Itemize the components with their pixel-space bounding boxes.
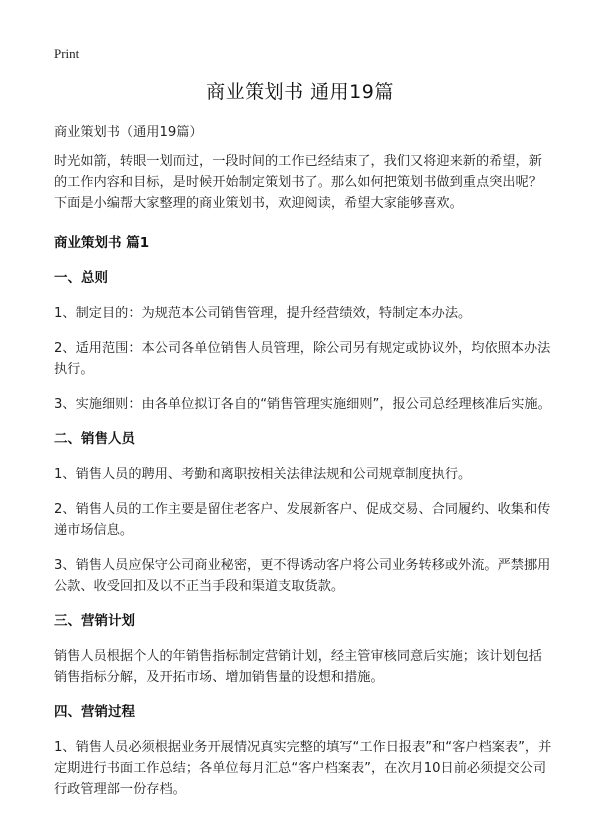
- page-title: 商业策划书 通用19篇: [206, 81, 394, 103]
- section-paragraph: 1、销售人员必须根据业务开展情况真实完整的填写“工作日报表”和“客户档案表”，并定期进行书面工作总结；各单位每月汇总“客户档案表”，在次月10日前必须提交公司行政管理部一份存档。: [54, 740, 552, 797]
- section-paragraph: 3、实施细则：由各单位拟订各自的“销售管理实施细则”，报公司总经理核准后实施。: [54, 397, 551, 412]
- section-heading: 二、销售人员: [54, 431, 135, 447]
- section-heading: 三、营销计划: [54, 613, 135, 629]
- document-body: [54, 122, 554, 814]
- section-paragraph: 1、制定目的：为规范本公司销售管理，提升经营绩效，特制定本办法。: [54, 306, 472, 321]
- section-paragraph: 3、销售人员应保守公司商业秘密，更不得诱动客户将公司业务转移或外流。严禁挪用公款、收受回扣及以不正当手段和渠道支取货款。: [54, 558, 551, 594]
- section-heading: 四、营销过程: [54, 704, 135, 720]
- section-heading: 一、总则: [54, 270, 108, 286]
- article-heading: 商业策划书 篇1: [54, 235, 150, 251]
- section-paragraph: 1、销售人员的聘用、考勤和离职按相关法律法规和公司规章制度执行。: [54, 467, 472, 482]
- section-paragraph: 2、适用范围：本公司各单位销售人员管理，除公司另有规定或协议外，均依照本办法执行。: [54, 341, 551, 377]
- print-link[interactable]: Print: [54, 46, 80, 61]
- intro-paragraph: 时光如箭，转眼一划而过，一段时间的工作已经结束了，我们又将迎来新的希望，新的工作内容和目标，是时候开始制定策划书了。那么如何把策划书做到重点突出呢？下面是小编帮大家整理的商业策划书，欢迎阅读，希望大家能够喜欢。: [54, 154, 542, 211]
- section-paragraph: 销售人员根据个人的年销售指标制定营销计划，经主管审核同意后实施；该计划包括销售指标分解，及开拓市场、增加销售量的设想和措施。: [54, 649, 542, 685]
- document-subtitle: 商业策划书（通用19篇）: [54, 125, 203, 140]
- section-paragraph: 2、销售人员的工作主要是留住老客户、发展新客户、促成交易、合同履约、收集和传递市场信息。: [54, 502, 551, 538]
